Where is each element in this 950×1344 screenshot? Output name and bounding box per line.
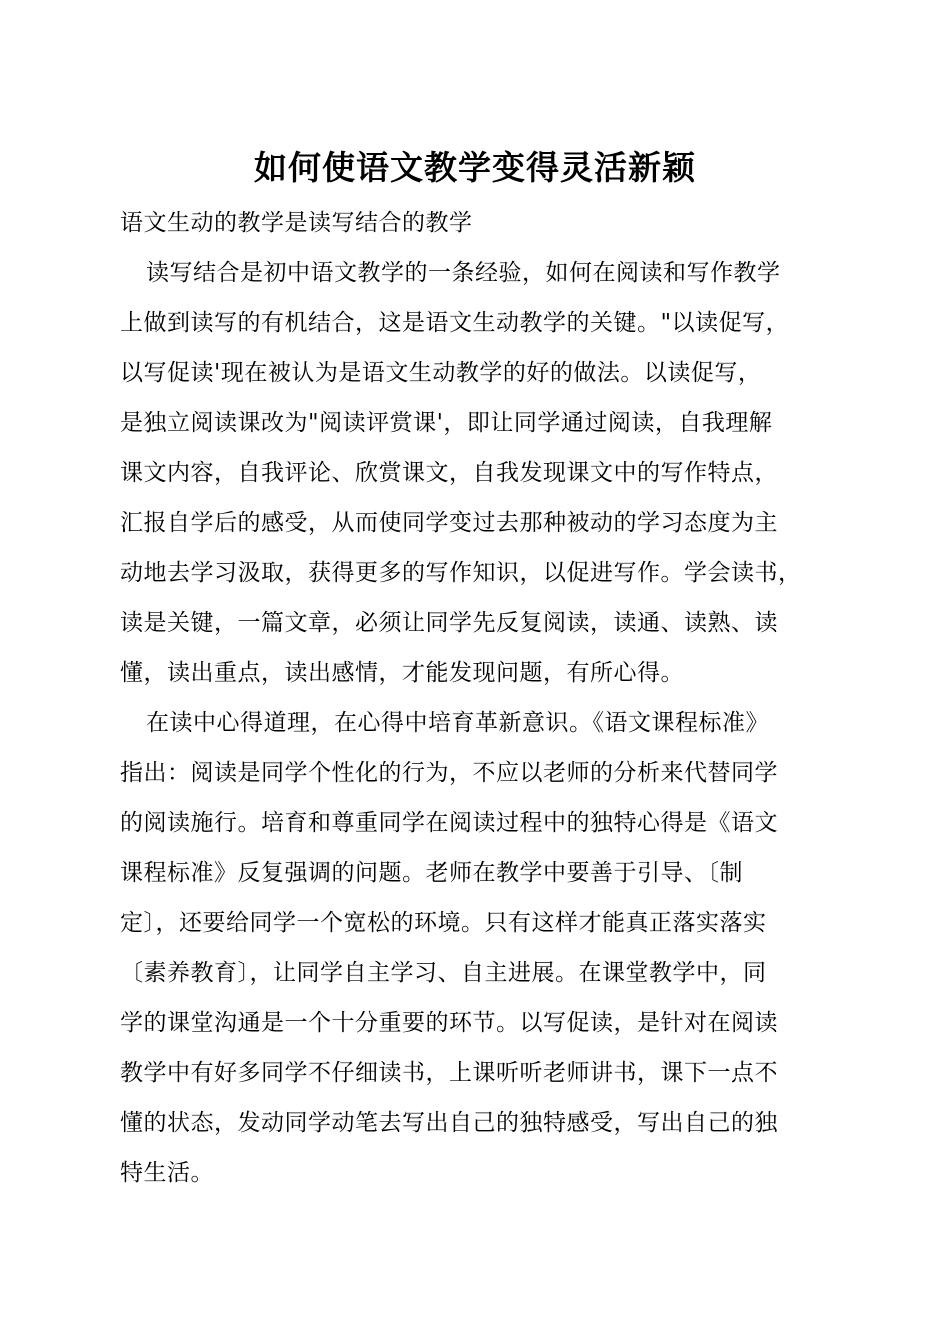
paragraph-line: 定〕，还要给同学一个宽松的环境。只有这样才能真正落实落实 <box>120 910 767 936</box>
paragraph-line: 以写促读'现在被认为是语文生动教学的好的做法。以读促写， <box>120 360 762 386</box>
paragraph-line: 读写结合是初中语文教学的一条经验，如何在阅读和写作教学 <box>146 260 781 286</box>
paragraph-line: 教学中有好多同学不仔细读书，上课听听老师讲书，课下一点不 <box>120 1060 778 1086</box>
subheading: 语文生动的教学是读写结合的教学 <box>120 210 473 236</box>
paragraph-line: 的阅读施行。培育和尊重同学在阅读过程中的独特心得是《语文 <box>120 810 778 836</box>
paragraph-line: 学的课堂沟通是一个十分重要的环节。以写促读，是针对在阅读 <box>120 1010 778 1036</box>
paragraph-line: 读是关键，一篇文章，必须让同学先反复阅读，读通、读熟、读 <box>120 610 778 636</box>
paragraph-line: 〔素养教育〕，让同学自主学习、自主进展。在课堂教学中，同 <box>120 960 767 986</box>
paragraph-line: 课文内容，自我评论、欣赏课文，自我发现课文中的写作特点， <box>120 460 778 486</box>
document-title: 如何使语文教学变得灵活新颖 <box>254 148 696 187</box>
paragraph-line: 懂，读出重点，读出感情，才能发现问题，有所心得。 <box>120 660 684 686</box>
paragraph-line: 汇报自学后的感受，从而使同学变过去那种被动的学习态度为主 <box>120 510 778 536</box>
paragraph-line: 是独立阅读课改为"阅读评赏课'，即让同学通过阅读，自我理解 <box>120 410 773 436</box>
document-body <box>120 198 840 1198</box>
paragraph-line: 指出：阅读是同学个性化的行为，不应以老师的分析来代替同学 <box>120 760 778 786</box>
paragraph-2 <box>120 698 840 1198</box>
paragraph-line: 上做到读写的有机结合，这是语文生动教学的关键。"以读促写， <box>120 310 790 336</box>
paragraph-line: 在读中心得道理，在心得中培育革新意识。《语文课程标准》 <box>146 710 769 736</box>
paragraph-line: 动地去学习汲取，获得更多的写作知识，以促进写作。学会读书， <box>120 560 802 586</box>
paragraph-line: 课程标准》反复强调的问题。老师在教学中要善于引导、〔制 <box>120 860 743 886</box>
paragraph-1 <box>120 248 840 698</box>
paragraph-line: 懂的状态，发动同学动笔去写出自己的独特感受，写出自己的独 <box>120 1110 778 1136</box>
paragraph-line: 特生活。 <box>120 1160 214 1186</box>
